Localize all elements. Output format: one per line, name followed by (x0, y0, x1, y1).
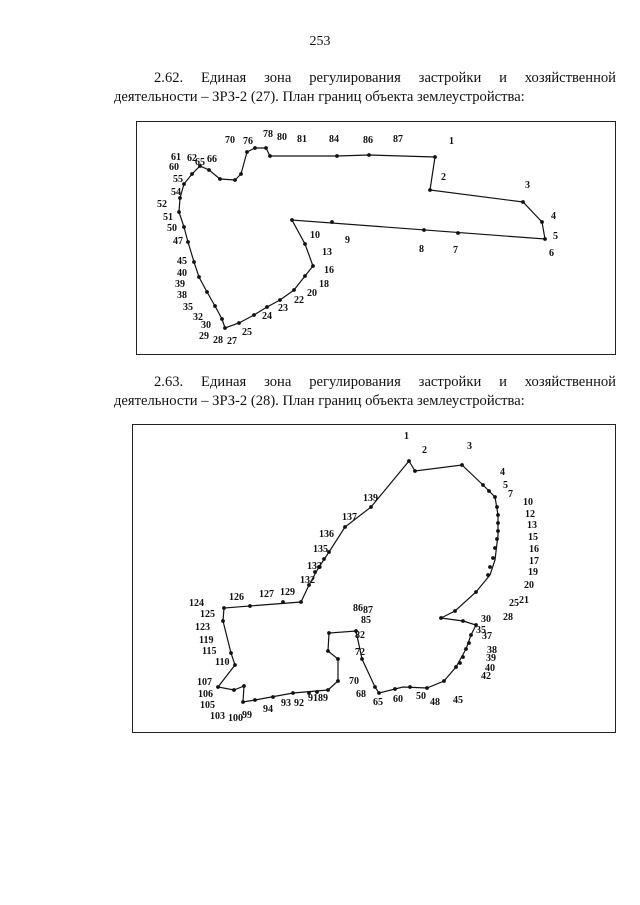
boundary-vertex (233, 178, 237, 182)
vertex-label: 80 (277, 132, 287, 143)
vertex-label: 60 (393, 694, 403, 705)
boundary-vertex (229, 651, 233, 655)
vertex-label: 7 (508, 489, 513, 500)
boundary-vertex (253, 146, 257, 150)
vertex-label: 12 (525, 509, 535, 520)
vertex-label: 17 (529, 556, 539, 567)
vertex-label: 110 (215, 657, 230, 668)
vertex-label: 61 (171, 152, 181, 163)
vertex-label: 2 (422, 445, 427, 456)
section-2-62-text (114, 69, 616, 107)
boundary-vertex (241, 700, 245, 704)
boundary-vertex (207, 168, 211, 172)
boundary-vertex (299, 600, 303, 604)
vertex-label: 1 (404, 431, 409, 442)
vertex-label: 125 (200, 609, 215, 620)
vertex-label: 86 (363, 135, 373, 146)
vertex-label: 32 (193, 312, 203, 323)
boundary-vertex (205, 290, 209, 294)
boundary-vertex (253, 698, 257, 702)
section-2-62-line-1: 2.62. Единая зона регулирования застройки и хозяйственной (154, 70, 616, 86)
vertex-label: 9 (345, 235, 350, 246)
vertex-label: 135 (313, 544, 328, 555)
vertex-label: 60 (169, 162, 179, 173)
boundary-vertex (221, 619, 225, 623)
vertex-label: 21 (519, 595, 529, 606)
vertex-label: 50 (416, 691, 426, 702)
boundary-vertex (239, 172, 243, 176)
vertex-label: 124 (189, 598, 204, 609)
boundary-vertex (425, 686, 429, 690)
vertex-label: 127 (259, 589, 274, 600)
boundary-vertex (367, 153, 371, 157)
boundary-vertex (422, 228, 426, 232)
vertex-label: 89 (318, 693, 328, 704)
boundary-vertex (264, 146, 268, 150)
boundary-vertex (369, 505, 373, 509)
vertex-label: 84 (329, 134, 339, 145)
vertex-label: 105 (200, 700, 215, 711)
vertex-label: 76 (243, 136, 253, 147)
vertex-label: 20 (307, 288, 317, 299)
vertex-label: 28 (213, 335, 223, 346)
boundary-vertex (248, 604, 252, 608)
vertex-label: 30 (481, 614, 491, 625)
vertex-label: 55 (173, 174, 183, 185)
section-2-63-line-1: 2.63. Единая зона регулирования застройки и хозяйственной (154, 374, 616, 390)
vertex-label: 27 (227, 336, 237, 347)
vertex-label: 23 (278, 303, 288, 314)
vertex-label: 13 (527, 520, 537, 531)
boundary-vertex (464, 647, 468, 651)
vertex-label: 40 (177, 268, 187, 279)
boundary-line (179, 148, 545, 328)
vertex-label: 39 (175, 279, 185, 290)
boundary-vertex (461, 619, 465, 623)
vertex-label: 68 (356, 689, 366, 700)
vertex-label: 81 (297, 134, 307, 145)
boundary-vertex (335, 154, 339, 158)
boundary-vertex (540, 220, 544, 224)
vertex-label: 65 (373, 697, 383, 708)
boundary-vertex (213, 304, 217, 308)
vertex-label: 25 (509, 598, 519, 609)
vertex-label: 106 (198, 689, 213, 700)
vertex-label: 5 (503, 480, 508, 491)
boundary-vertex (377, 691, 381, 695)
boundary-plan-27-drawing (137, 122, 615, 354)
boundary-vertex (433, 155, 437, 159)
boundary-vertex (233, 663, 237, 667)
vertex-label: 136 (319, 529, 334, 540)
boundary-vertex (268, 154, 272, 158)
vertex-label: 35 (476, 625, 486, 636)
boundary-vertex (343, 525, 347, 529)
vertex-label: 78 (263, 129, 273, 140)
boundary-vertex (222, 606, 226, 610)
boundary-vertex (413, 469, 417, 473)
vertex-label: 5 (553, 231, 558, 242)
boundary-vertex (292, 288, 296, 292)
boundary-vertex (216, 685, 220, 689)
boundary-vertex (487, 489, 491, 493)
boundary-vertex (322, 557, 326, 561)
vertex-label: 70 (225, 135, 235, 146)
vertex-label: 92 (294, 698, 304, 709)
boundary-vertex (428, 188, 432, 192)
vertex-label: 25 (242, 327, 252, 338)
boundary-vertex (543, 237, 547, 241)
vertex-label: 70 (349, 676, 359, 687)
boundary-vertex (495, 537, 499, 541)
boundary-vertex (373, 685, 377, 689)
boundary-vertex (488, 565, 492, 569)
boundary-vertex (493, 546, 497, 550)
vertex-label: 45 (177, 256, 187, 267)
boundary-vertex (223, 326, 227, 330)
boundary-vertex (453, 609, 457, 613)
vertex-label: 50 (167, 223, 177, 234)
boundary-vertex (456, 231, 460, 235)
page-number: 253 (309, 34, 331, 49)
vertex-label: 93 (281, 698, 291, 709)
boundary-vertex (330, 220, 334, 224)
vertex-label: 6 (549, 248, 554, 259)
vertex-label: 137 (342, 512, 357, 523)
vertex-label: 139 (363, 493, 378, 504)
vertex-label: 30 (201, 320, 211, 331)
boundary-vertex (245, 150, 249, 154)
boundary-vertex (474, 590, 478, 594)
boundary-vertex (521, 200, 525, 204)
boundary-vertex (491, 556, 495, 560)
vertex-label: 103 (210, 711, 225, 722)
boundary-vertex (481, 483, 485, 487)
boundary-vertex (218, 177, 222, 181)
boundary-vertex (232, 688, 236, 692)
vertex-label: 91 (308, 693, 318, 704)
boundary-vertex (252, 313, 256, 317)
boundary-vertex (303, 242, 307, 246)
vertex-label: 22 (294, 295, 304, 306)
vertex-label: 85 (361, 615, 371, 626)
vertex-label: 35 (183, 302, 193, 313)
boundary-vertex (177, 210, 181, 214)
boundary-plan-27 (136, 121, 616, 355)
vertex-label: 42 (481, 671, 491, 682)
boundary-vertex (336, 657, 340, 661)
vertex-label: 65 (195, 157, 205, 168)
boundary-plan-28-drawing (133, 425, 615, 732)
boundary-vertex (278, 298, 282, 302)
vertex-label: 52 (157, 199, 167, 210)
boundary-vertex (303, 274, 307, 278)
vertex-label: 7 (453, 245, 458, 256)
vertex-label: 19 (528, 567, 538, 578)
boundary-vertex (197, 275, 201, 279)
vertex-label: 29 (199, 331, 209, 342)
boundary-vertex (393, 687, 397, 691)
vertex-label: 129 (280, 587, 295, 598)
vertex-label: 99 (242, 710, 252, 721)
boundary-vertex (265, 305, 269, 309)
boundary-vertex (291, 691, 295, 695)
vertex-label: 107 (197, 677, 212, 688)
boundary-vertex (336, 679, 340, 683)
boundary-vertex (281, 600, 285, 604)
boundary-vertex (242, 684, 246, 688)
boundary-vertex (496, 521, 500, 525)
boundary-vertex (186, 240, 190, 244)
vertex-label: 3 (525, 180, 530, 191)
boundary-vertex (439, 616, 443, 620)
boundary-vertex (182, 225, 186, 229)
vertex-label: 10 (523, 497, 533, 508)
vertex-label: 4 (551, 211, 556, 222)
vertex-label: 8 (419, 244, 424, 255)
boundary-vertex (467, 641, 471, 645)
vertex-label: 62 (187, 153, 197, 164)
boundary-vertex (271, 695, 275, 699)
vertex-label: 51 (163, 212, 173, 223)
boundary-vertex (496, 513, 500, 517)
vertex-label: 40 (485, 663, 495, 674)
boundary-plan-28 (132, 424, 616, 733)
vertex-label: 123 (195, 622, 210, 633)
vertex-label: 115 (202, 646, 217, 657)
vertex-label: 4 (500, 467, 505, 478)
section-2-63-text (114, 373, 616, 411)
vertex-label: 16 (529, 544, 539, 555)
boundary-vertex (190, 172, 194, 176)
boundary-vertex (486, 573, 490, 577)
boundary-vertex (290, 218, 294, 222)
vertex-label: 38 (487, 645, 497, 656)
vertex-label: 45 (453, 695, 463, 706)
boundary-vertex (442, 679, 446, 683)
vertex-label: 37 (482, 631, 492, 642)
vertex-label: 119 (199, 635, 214, 646)
vertex-label: 2 (441, 172, 446, 183)
vertex-label: 133 (307, 561, 322, 572)
boundary-vertex (458, 661, 462, 665)
boundary-vertex (192, 260, 196, 264)
boundary-vertex (454, 665, 458, 669)
vertex-label: 28 (503, 612, 513, 623)
section-2-62-line-2: деятельности – ЗРЗ-2 (27). План границ объекта землеустройства: (114, 89, 525, 105)
vertex-label: 94 (263, 704, 273, 715)
vertex-label: 87 (393, 134, 403, 145)
vertex-label: 24 (262, 311, 272, 322)
vertex-label: 132 (300, 575, 315, 586)
boundary-vertex (460, 463, 464, 467)
boundary-vertex (220, 317, 224, 321)
vertex-label: 48 (430, 697, 440, 708)
boundary-vertex (407, 459, 411, 463)
boundary-vertex (495, 505, 499, 509)
vertex-label: 72 (355, 647, 365, 658)
vertex-label: 87 (363, 605, 373, 616)
vertex-label: 47 (173, 236, 183, 247)
vertex-label: 15 (528, 532, 538, 543)
vertex-label: 86 (353, 603, 363, 614)
vertex-label: 100 (228, 713, 243, 724)
section-2-63-line-2: деятельности – ЗРЗ-2 (28). План границ объекта землеустройства: (114, 393, 525, 409)
vertex-label: 82 (355, 630, 365, 641)
vertex-label: 54 (171, 187, 181, 198)
vertex-label: 38 (177, 290, 187, 301)
boundary-vertex (496, 529, 500, 533)
boundary-vertex (326, 688, 330, 692)
boundary-vertex (461, 655, 465, 659)
boundary-vertex (408, 685, 412, 689)
boundary-vertex (237, 321, 241, 325)
boundary-vertex (327, 631, 331, 635)
vertex-label: 18 (319, 279, 329, 290)
vertex-label: 126 (229, 592, 244, 603)
boundary-vertex (469, 633, 473, 637)
boundary-vertex (311, 264, 315, 268)
boundary-vertex (326, 649, 330, 653)
vertex-label: 13 (322, 247, 332, 258)
boundary-vertex (493, 495, 497, 499)
vertex-label: 1 (449, 136, 454, 147)
vertex-label: 16 (324, 265, 334, 276)
vertex-label: 10 (310, 230, 320, 241)
vertex-label: 39 (486, 653, 496, 664)
vertex-label: 20 (524, 580, 534, 591)
vertex-label: 66 (207, 154, 217, 165)
vertex-label: 3 (467, 441, 472, 452)
